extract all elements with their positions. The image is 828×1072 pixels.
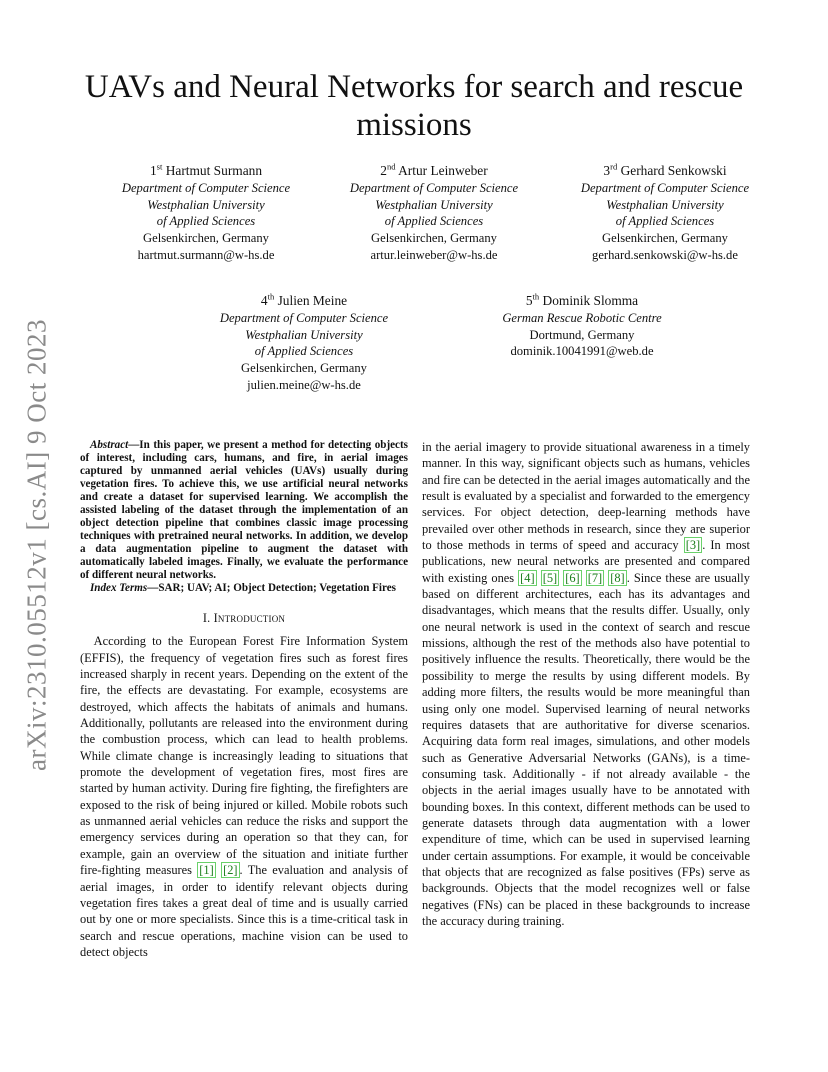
paragraph-text: According to the European Forest Fire Information System (EFFIS), the frequency of vegetation fires such as forest fires increased sharply in recent years. Depending on the extent of the fire, the effects are devastating. For example, ecosystems are destroyed, which affects the habitats of animals and humans. Additionally, pollutants are released into the environment during the combustion process, which can lead to health problems. While climate change is increasingly leading to situations that promote the development of vegetation fires, most fires are started by human activity. During fire fighting, the firefighters are exposed to the risk of being injured or killed. Mobile robots such as unmanned aerial vehicles can reduce the risks and support the emergency services during an operation so that they can, for example, gain an overview of the situation and initiate further fire-fighting measures xyxy=(80,634,408,878)
author-ordinal-suffix: nd xyxy=(386,161,396,172)
abstract-lead: Abstract xyxy=(89,439,129,451)
citation-link[interactable]: [5] xyxy=(542,570,558,585)
citation-link[interactable]: [6] xyxy=(565,570,580,585)
citation-link[interactable]: [3] xyxy=(685,538,701,553)
author-email: artur.leinweber@w-hs.de xyxy=(370,247,498,262)
author-city: Gelsenkirchen, Germany xyxy=(371,231,497,246)
author-department: Department of Computer Science xyxy=(580,180,750,195)
left-column xyxy=(80,439,408,960)
author-block-1 xyxy=(96,163,316,264)
paper-title-line2: missions xyxy=(356,107,472,143)
author-ordinal-suffix: st xyxy=(156,161,163,172)
author-department: Department of Computer Science xyxy=(349,180,519,195)
author-name: Artur Leinweber xyxy=(398,163,488,178)
arxiv-stamp-text: arXiv:2310.05512v1 [cs.AI] 9 Oct 2023 xyxy=(21,319,52,771)
author-institution: of Applied Sciences xyxy=(615,214,715,229)
paragraph-text: . In most publications, new neural networks are presented and compared with existing ones xyxy=(422,538,751,585)
author-ordinal: 2 xyxy=(380,163,387,178)
author-block-4 xyxy=(193,293,415,394)
author-institution: Westphalian University xyxy=(245,327,363,342)
author-email: hartmut.surmann@w-hs.de xyxy=(137,247,275,262)
author-department: Department of Computer Science xyxy=(219,310,389,325)
author-city: Gelsenkirchen, Germany xyxy=(143,231,269,246)
paragraph-text: in the aerial imagery to provide situational awareness in a timely manner. In this way, significant objects such as humans, vehicles and fire can be detected in the aerial images automatically and the result is evaluated by a specialist and forwarded to the emergency services. For object detection, deep-learning methods have prevailed over other methods in research, since they are superior to those methods in terms of speed and accuracy xyxy=(422,440,750,553)
paper-title xyxy=(0,68,828,144)
citation-link[interactable]: [4] xyxy=(520,570,535,585)
author-ordinal: 4 xyxy=(260,293,268,308)
author-department: German Rescue Robotic Centre xyxy=(502,310,662,325)
author-ordinal-suffix: rd xyxy=(610,161,618,172)
author-block-2 xyxy=(324,163,544,264)
author-institution: of Applied Sciences xyxy=(156,214,256,229)
author-city: Gelsenkirchen, Germany xyxy=(241,361,367,376)
author-institution: Westphalian University xyxy=(606,197,724,212)
index-terms xyxy=(80,582,408,595)
abstract xyxy=(80,439,408,582)
citation-link[interactable]: [2] xyxy=(223,863,238,878)
author-ordinal: 5 xyxy=(525,293,533,308)
intro-paragraph-continued xyxy=(422,439,750,929)
author-email: gerhard.senkowski@w-hs.de xyxy=(592,247,738,262)
intro-paragraph-1 xyxy=(80,633,408,960)
right-column xyxy=(422,439,750,929)
citation-link[interactable]: [1] xyxy=(199,863,214,878)
author-name: Dominik Slomma xyxy=(542,293,639,308)
author-city: Dortmund, Germany xyxy=(529,327,635,342)
author-institution: of Applied Sciences xyxy=(384,214,484,229)
section-number: I. xyxy=(202,611,211,625)
author-name: Hartmut Surmann xyxy=(165,163,263,178)
section-heading-introduction xyxy=(80,610,408,626)
author-block-5 xyxy=(471,293,693,360)
paragraph-text: . The evaluation and analysis of aerial images, in order to identify relevant objects during vegetation fires takes a great deal of time and is usually carried out by one or more specialists. Since this is a time-critical task in search and rescue operations, machine vision can be used to detect objects xyxy=(80,863,408,959)
author-institution: Westphalian University xyxy=(375,197,493,212)
index-terms-text: —SAR; UAV; AI; Object Detection; Vegetation Fires xyxy=(147,582,396,594)
paper-title-line1: UAVs and Neural Networks for search and rescue xyxy=(84,69,744,105)
author-email: julien.meine@w-hs.de xyxy=(247,377,361,392)
author-ordinal-suffix: th xyxy=(267,291,275,302)
paragraph-text: . Since these are usually based on different architectures, each has its advantages and disadvantages, which means that the results differ. Usually, only one neural network is used in the context of search and rescue missions, although the rest of the methods also have potential to positively influence the results. Theoretically, there would be the possibility to merge the results by using different models. By adding more filters, the results would be more meaningful than using only one model. Supervised learning of neural networks requires datasets that are authoritative for diverse scenarios. Acquiring data form real images, simulations, and other models such as Generative Adversarial Networks (GANs), is a time-consuming task. Additionally - if not already available - the objects in the aerial images usually have to be annotated with bounding boxes. In this context, different methods can be used to generate datasets through data augmentation with a lower expenditure of time, which can be used in supervised learning under certain assumptions. For example, it would be conceivable that objects that are recognized as false positives (FPs) serve as backgrounds. Objects that the model recognizes well or false negatives (FNs) can be placed in these backgrounds to increase the accuracy during training. xyxy=(422,570,750,928)
citation-link[interactable]: [8] xyxy=(610,570,625,585)
author-institution: of Applied Sciences xyxy=(254,344,354,359)
author-ordinal: 1 xyxy=(149,163,157,178)
author-department: Department of Computer Science xyxy=(121,180,291,195)
abstract-text: —In this paper, we present a method for detecting objects of interest, including cars, humans, and fire, in aerial images captured by unmanned aerial vehicles (UAVs) usually during vegetation fires. To achieve this, we use artificial neural networks and create a dataset for supervised learning. We accomplish the assisted labeling of the dataset through the implementation of an object detection pipeline that combines classic image processing techniques with pretrained neural networks. In addition, we develop a data augmentation pipeline to augment the dataset with automatically labeled images. Finally, we evaluate the performance of different neural networks. xyxy=(80,439,408,581)
author-ordinal-suffix: th xyxy=(532,291,540,302)
author-name: Julien Meine xyxy=(277,293,348,308)
index-terms-lead: Index Terms xyxy=(89,582,148,594)
section-title: Introduction xyxy=(213,611,286,625)
author-institution: Westphalian University xyxy=(147,197,265,212)
author-block-3 xyxy=(555,163,775,264)
author-name: Gerhard Senkowski xyxy=(620,163,727,178)
author-email: dominik.10041991@web.de xyxy=(510,344,654,359)
author-city: Gelsenkirchen, Germany xyxy=(602,231,728,246)
author-ordinal: 3 xyxy=(603,163,611,178)
citation-link[interactable]: [7] xyxy=(587,570,603,585)
